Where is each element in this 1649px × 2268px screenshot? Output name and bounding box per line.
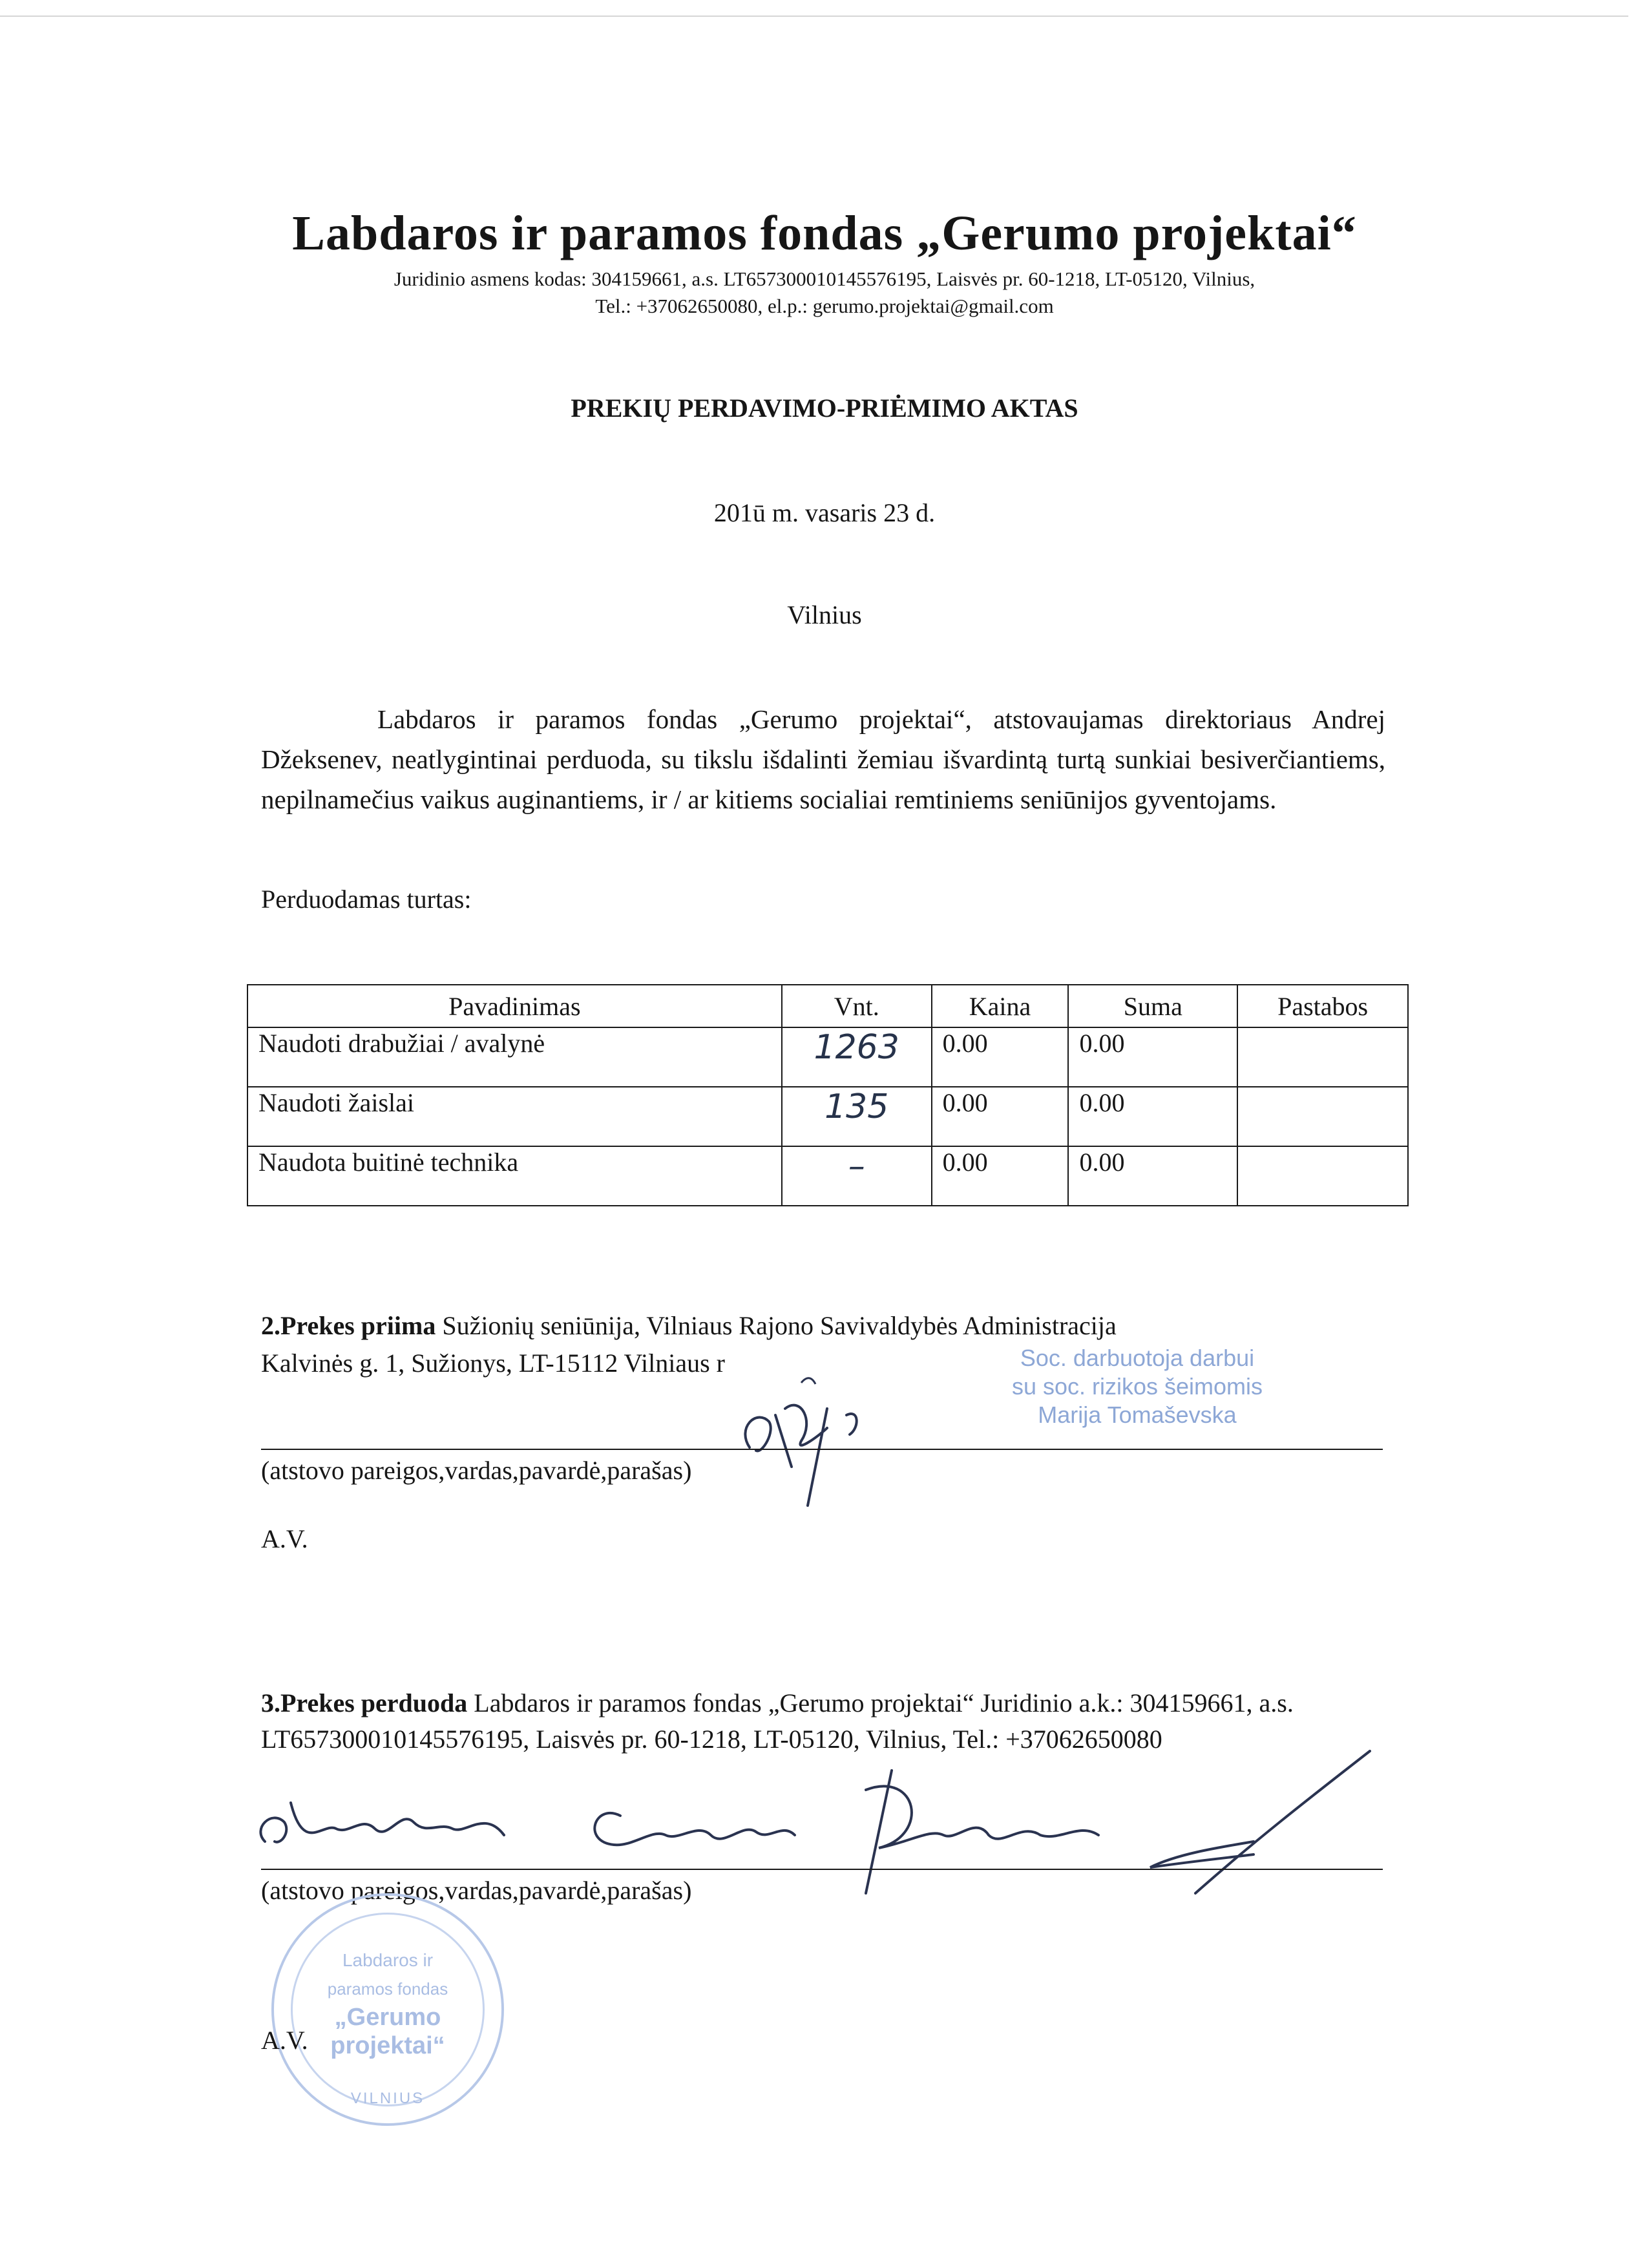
item-name: Naudoti žaislai — [247, 1087, 782, 1146]
document-date: 201ū m. vasaris 23 d. — [713, 498, 936, 527]
sender-signature-line — [261, 1869, 1383, 1870]
org-details-line1: Juridinio asmens kodas: 304159661, a.s. LT657300010145576195, Laisvės pr. 60-1218, LT-05120, Vilnius, — [394, 268, 1255, 290]
document-title: PREKIŲ PERDAVIMO-PRIĖMIMO AKTAS — [571, 394, 1078, 423]
table-row — [247, 1146, 1408, 1206]
header-sum: Suma — [1068, 985, 1237, 1027]
header-notes: Pastabos — [1237, 985, 1408, 1027]
item-price: 0.00 — [932, 1146, 1069, 1206]
item-note — [1237, 1087, 1408, 1146]
item-name: Naudoti drabužiai / avalynė — [247, 1027, 782, 1087]
header-name: Pavadinimas — [247, 985, 782, 1027]
org-title: Labdaros ir paramos fondas „Gerumo projektai“ — [292, 206, 1357, 260]
sender-av: A.V. — [261, 2026, 308, 2055]
org-details-line2: Tel.: +37062650080, el.p.: gerumo.projektai@gmail.com — [595, 295, 1054, 317]
item-qty-handwritten: – — [782, 1146, 932, 1206]
intro-paragraph: Labdaros ir paramos fondas „Gerumo projektai“, atstovaujamas direktoriaus Andrej Džeksenev, neatlygintinai perduoda, su tikslu išdalinti žemiau išvardintą turtą sunkiai besiverčiantiems, nepilnamečius vaikus auginantiems, ir / ar kitiems socialiai remtiniems seniūnijos gyventojams. — [261, 704, 1385, 814]
header-qty: Vnt. — [782, 985, 932, 1027]
receiver-av: A.V. — [261, 1524, 308, 1553]
item-qty-handwritten: 135 — [782, 1087, 932, 1146]
receiver-stamp — [969, 1344, 1305, 1429]
item-name: Naudota buitinė technika — [247, 1146, 782, 1206]
item-sum: 0.00 — [1068, 1087, 1237, 1146]
sender-caption: (atstovo pareigos,vardas,pavardė,parašas) — [261, 1876, 692, 1905]
receiver-caption: (atstovo pareigos,vardas,pavardė,parašas) — [261, 1456, 692, 1485]
sender-heading: 3.Prekes perduoda — [261, 1688, 468, 1717]
item-sum: 0.00 — [1068, 1027, 1237, 1087]
stamp-line: su soc. rizikos šeimomis — [1011, 1373, 1263, 1400]
scan-top-edge — [0, 16, 1628, 17]
receiver-heading: 2.Prekes priima — [261, 1311, 436, 1340]
stamp-line: Marija Tomaševska — [1038, 1402, 1237, 1428]
sender-text: Labdaros ir paramos fondas „Gerumo projektai“ Juridinio a.k.: 304159661, a.s. LT657300010145576195, Laisvės pr. 60-1218, LT-05120, Vilnius, Tel.: +37062650080 — [261, 1688, 1294, 1754]
receiver-address: Kalvinės g. 1, Sužionys, LT-15112 Vilniaus r — [261, 1349, 725, 1378]
item-price: 0.00 — [932, 1027, 1069, 1087]
item-sum: 0.00 — [1068, 1146, 1237, 1206]
organization-seal — [271, 1893, 504, 2126]
seal-ring-text: VILNIUS — [350, 2090, 425, 2107]
item-note — [1237, 1027, 1408, 1087]
item-price: 0.00 — [932, 1087, 1069, 1146]
item-note — [1237, 1146, 1408, 1206]
header-price: Kaina — [932, 985, 1069, 1027]
receiver-signature-line — [261, 1449, 1383, 1450]
document-city: Vilnius — [787, 600, 862, 629]
table-row — [247, 1087, 1408, 1146]
seal-text: Labdaros ir paramos fondas „Gerumo projektai“ — [327, 1950, 448, 2059]
receiver-signature — [730, 1370, 885, 1512]
stamp-line: Soc. darbuotoja darbui — [1020, 1345, 1255, 1371]
property-label: Perduodamas turtas: — [261, 885, 472, 914]
receiver-text: Sužionių seniūnija, Vilniaus Rajono Savivaldybės Administracija — [442, 1311, 1117, 1340]
goods-table — [247, 984, 1409, 1206]
item-qty-handwritten: 1263 — [782, 1027, 932, 1087]
table-row — [247, 1027, 1408, 1087]
table-header-row — [247, 985, 1408, 1027]
receiver-section — [261, 1308, 1117, 1344]
